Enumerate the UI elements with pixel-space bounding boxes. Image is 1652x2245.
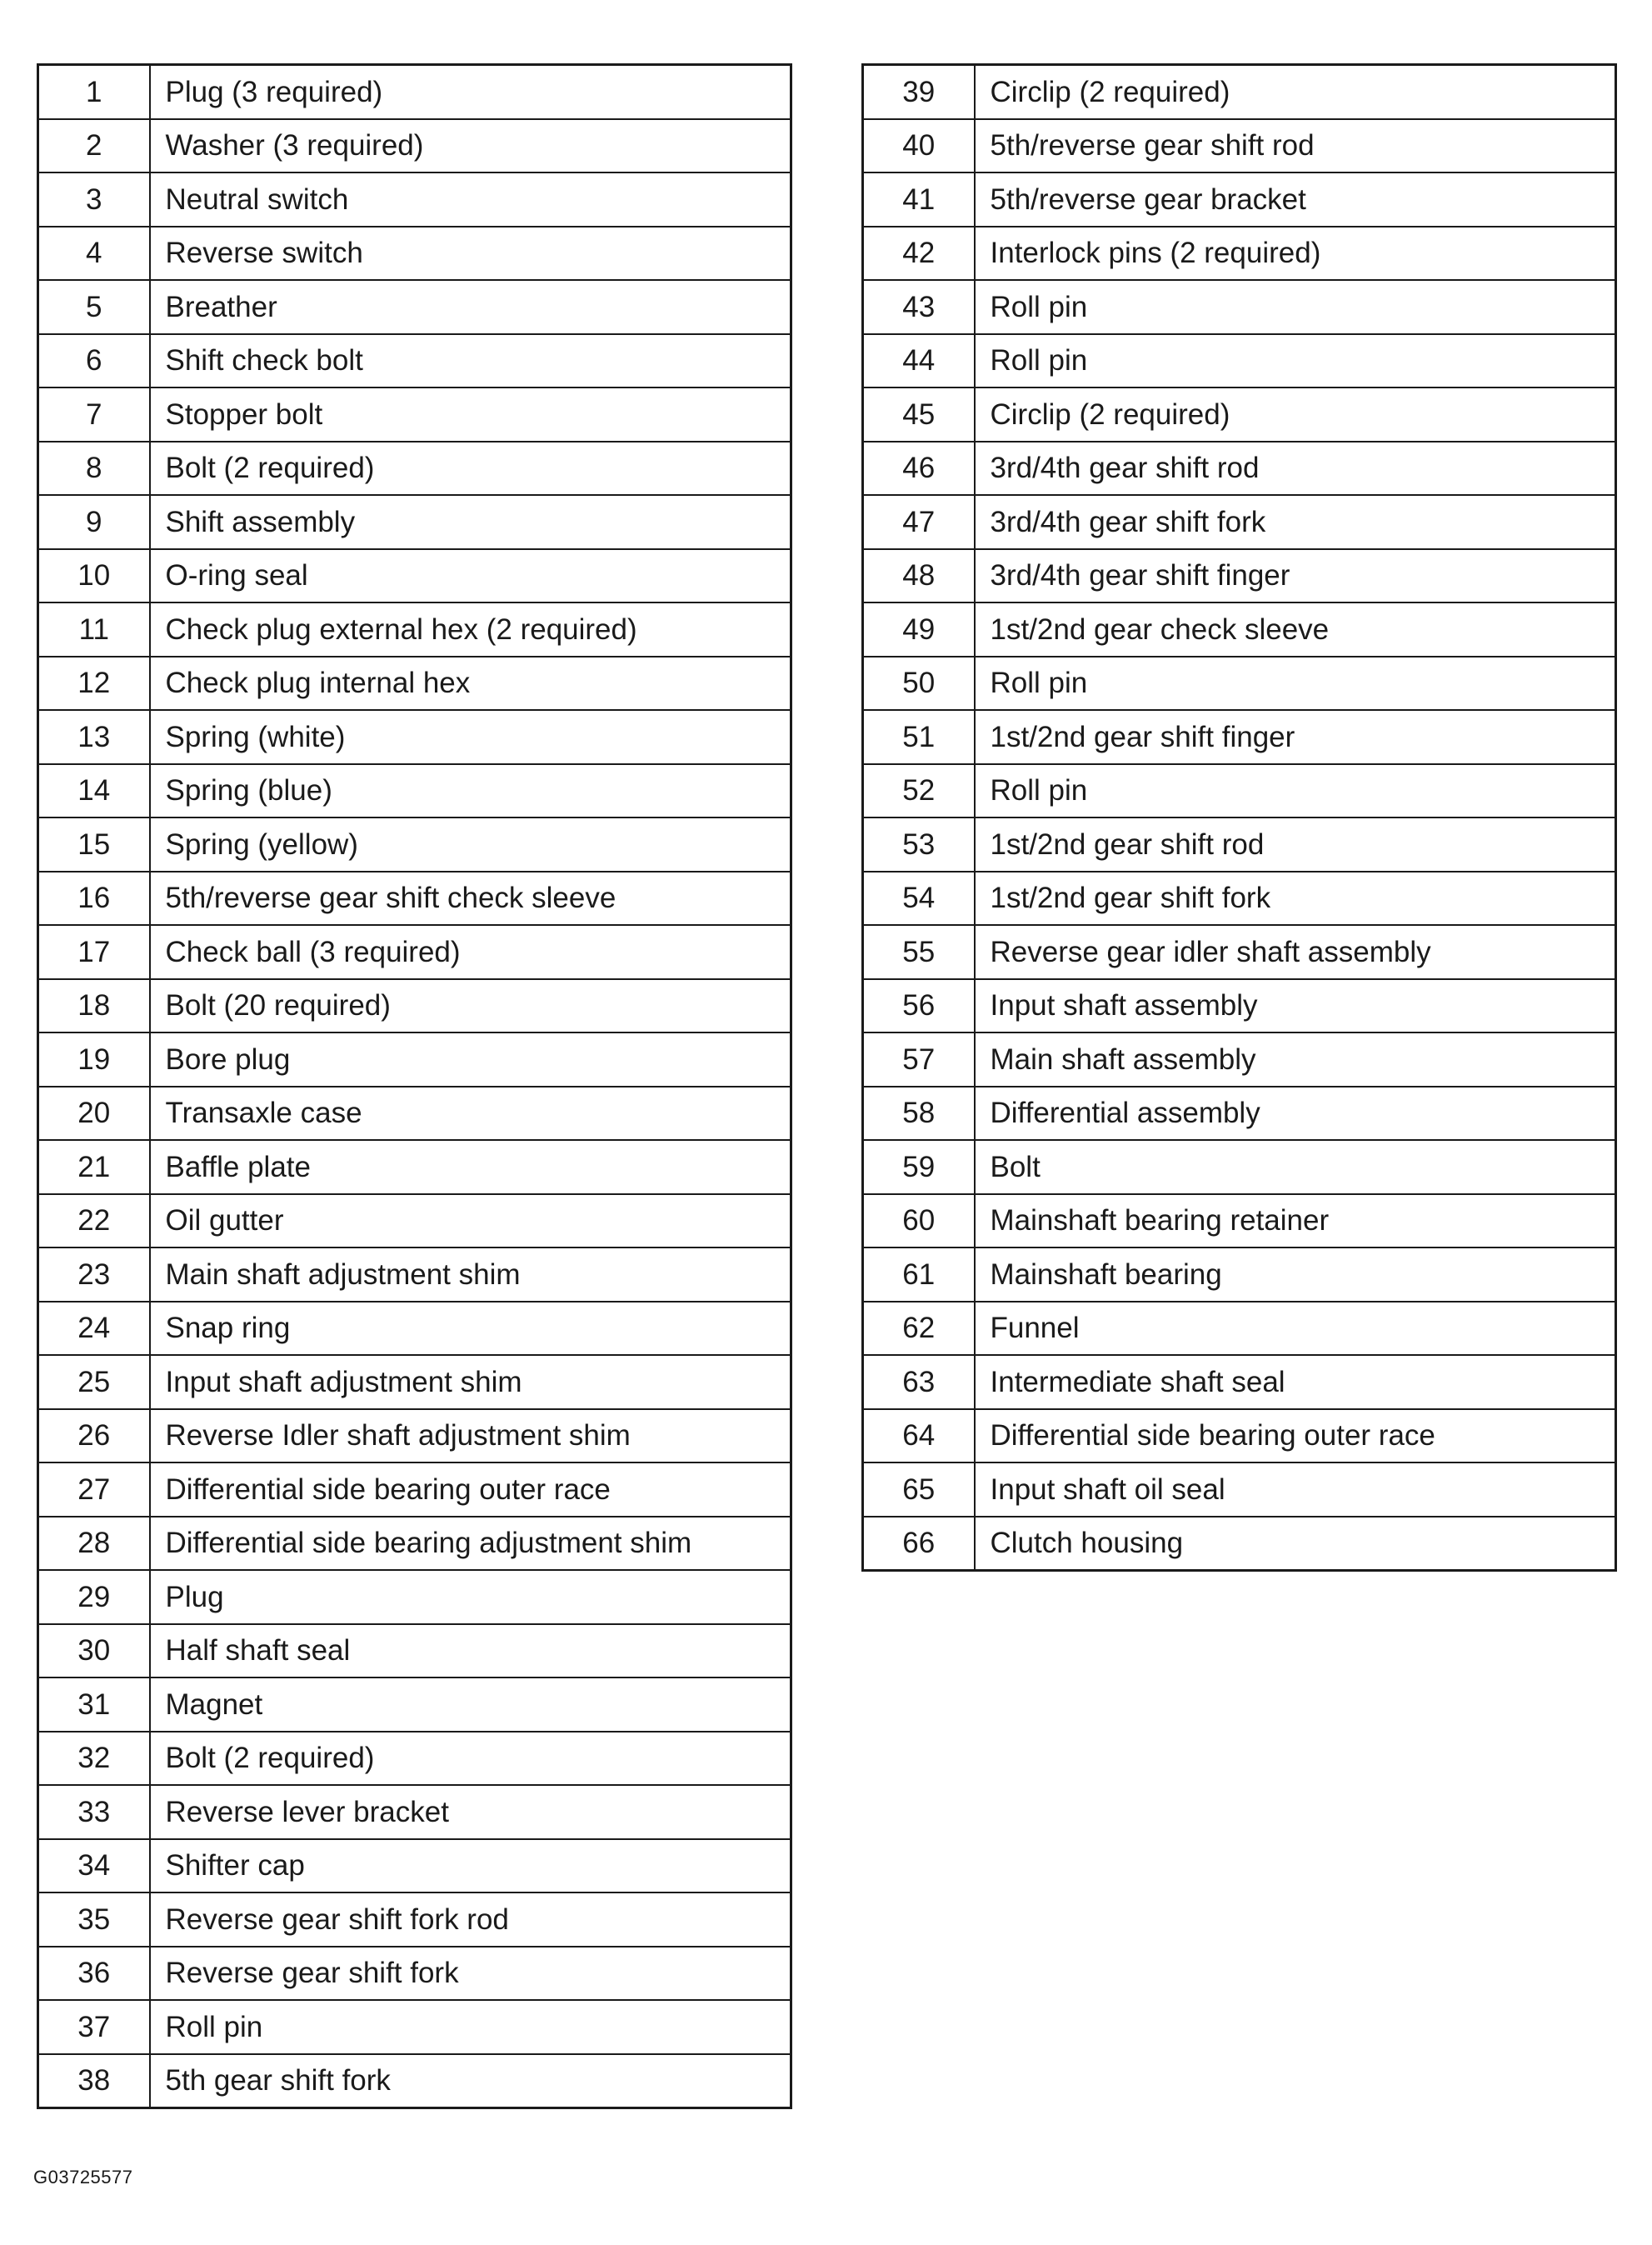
part-description: Mainshaft bearing retainer <box>975 1194 1616 1248</box>
part-description: Reverse gear shift fork rod <box>150 1892 791 1947</box>
part-description: Bolt (2 required) <box>150 442 791 496</box>
table-row <box>863 549 1616 603</box>
part-number: 20 <box>38 1087 150 1141</box>
part-description: Check ball (3 required) <box>150 925 791 979</box>
part-description: Differential side bearing adjustment shim <box>150 1517 791 1571</box>
table-row <box>863 119 1616 173</box>
table-row <box>863 657 1616 711</box>
table-row <box>863 1355 1616 1409</box>
part-number: 60 <box>863 1194 975 1248</box>
table-row <box>863 388 1616 442</box>
part-number: 14 <box>38 764 150 818</box>
table-row <box>863 925 1616 979</box>
part-number: 65 <box>863 1462 975 1517</box>
table-row <box>38 1462 791 1517</box>
table-row <box>38 119 791 173</box>
table-row <box>38 602 791 657</box>
part-number: 7 <box>38 388 150 442</box>
part-number: 54 <box>863 872 975 926</box>
part-description: Main shaft assembly <box>975 1032 1616 1087</box>
table-row <box>38 1087 791 1141</box>
part-description: Intermediate shaft seal <box>975 1355 1616 1409</box>
part-description: Clutch housing <box>975 1517 1616 1571</box>
part-number: 63 <box>863 1355 975 1409</box>
table-row <box>38 334 791 388</box>
part-description: 1st/2nd gear shift rod <box>975 818 1616 872</box>
part-description: Oil gutter <box>150 1194 791 1248</box>
part-description: 5th/reverse gear shift rod <box>975 119 1616 173</box>
part-number: 38 <box>38 2054 150 2108</box>
part-number: 42 <box>863 227 975 281</box>
part-description: 5th gear shift fork <box>150 2054 791 2108</box>
part-description: Circlip (2 required) <box>975 388 1616 442</box>
part-description: 5th/reverse gear bracket <box>975 172 1616 227</box>
table-row <box>863 1087 1616 1141</box>
table-row <box>863 495 1616 549</box>
table-row <box>863 334 1616 388</box>
table-row <box>863 764 1616 818</box>
part-number: 13 <box>38 710 150 764</box>
part-number: 48 <box>863 549 975 603</box>
part-description: Roll pin <box>150 2000 791 2054</box>
table-row <box>863 1409 1616 1463</box>
part-number: 29 <box>38 1570 150 1624</box>
part-number: 57 <box>863 1032 975 1087</box>
part-description: 5th/reverse gear shift check sleeve <box>150 872 791 926</box>
part-number: 50 <box>863 657 975 711</box>
table-row <box>38 227 791 281</box>
table-row <box>38 1302 791 1356</box>
part-number: 53 <box>863 818 975 872</box>
table-row <box>863 979 1616 1033</box>
part-description: Reverse gear idler shaft assembly <box>975 925 1616 979</box>
table-row <box>38 495 791 549</box>
table-row <box>38 818 791 872</box>
part-description: Reverse gear shift fork <box>150 1947 791 2001</box>
part-number: 35 <box>38 1892 150 1947</box>
part-description: Spring (yellow) <box>150 818 791 872</box>
part-description: Funnel <box>975 1302 1616 1356</box>
table-row <box>38 549 791 603</box>
part-description: Bore plug <box>150 1032 791 1087</box>
part-number: 5 <box>38 280 150 334</box>
part-number: 19 <box>38 1032 150 1087</box>
part-number: 51 <box>863 710 975 764</box>
part-number: 24 <box>38 1302 150 1356</box>
table-row <box>38 280 791 334</box>
part-description: Plug <box>150 1570 791 1624</box>
part-description: Washer (3 required) <box>150 119 791 173</box>
parts-table-left-body <box>38 65 791 2108</box>
table-row <box>38 1732 791 1786</box>
table-row <box>38 1839 791 1893</box>
table-row <box>38 1248 791 1302</box>
part-description: 1st/2nd gear check sleeve <box>975 602 1616 657</box>
table-row <box>38 764 791 818</box>
part-number: 25 <box>38 1355 150 1409</box>
part-number: 6 <box>38 334 150 388</box>
table-row <box>863 227 1616 281</box>
table-row <box>863 1517 1616 1571</box>
table-row <box>863 280 1616 334</box>
part-number: 64 <box>863 1409 975 1463</box>
part-number: 4 <box>38 227 150 281</box>
table-row <box>863 442 1616 496</box>
part-description: Mainshaft bearing <box>975 1248 1616 1302</box>
part-description: Roll pin <box>975 764 1616 818</box>
table-row <box>38 65 791 119</box>
table-row <box>863 1462 1616 1517</box>
part-number: 44 <box>863 334 975 388</box>
part-number: 22 <box>38 1194 150 1248</box>
part-description: Reverse switch <box>150 227 791 281</box>
part-number: 30 <box>38 1624 150 1678</box>
parts-table-right <box>861 63 1617 1572</box>
part-description: Baffle plate <box>150 1140 791 1194</box>
part-number: 2 <box>38 119 150 173</box>
part-description: Shift assembly <box>150 495 791 549</box>
part-number: 21 <box>38 1140 150 1194</box>
part-description: Differential assembly <box>975 1087 1616 1141</box>
part-description: Breather <box>150 280 791 334</box>
part-description: Stopper bolt <box>150 388 791 442</box>
part-number: 8 <box>38 442 150 496</box>
part-number: 23 <box>38 1248 150 1302</box>
part-description: Bolt (2 required) <box>150 1732 791 1786</box>
part-description: Input shaft assembly <box>975 979 1616 1033</box>
table-row <box>38 172 791 227</box>
table-row <box>863 1248 1616 1302</box>
part-description: Spring (white) <box>150 710 791 764</box>
part-description: Spring (blue) <box>150 764 791 818</box>
table-row <box>863 1140 1616 1194</box>
part-number: 47 <box>863 495 975 549</box>
part-description: 3rd/4th gear shift fork <box>975 495 1616 549</box>
part-number: 17 <box>38 925 150 979</box>
part-description: Interlock pins (2 required) <box>975 227 1616 281</box>
part-description: Reverse lever bracket <box>150 1785 791 1839</box>
table-row <box>38 1624 791 1678</box>
table-row <box>38 979 791 1033</box>
part-number: 18 <box>38 979 150 1033</box>
part-description: O-ring seal <box>150 549 791 603</box>
part-number: 52 <box>863 764 975 818</box>
part-description: Magnet <box>150 1678 791 1732</box>
part-description: Differential side bearing outer race <box>975 1409 1616 1463</box>
part-description: Check plug external hex (2 required) <box>150 602 791 657</box>
part-description: Input shaft adjustment shim <box>150 1355 791 1409</box>
part-number: 28 <box>38 1517 150 1571</box>
table-row <box>38 1570 791 1624</box>
part-description: Bolt <box>975 1140 1616 1194</box>
table-row <box>863 1194 1616 1248</box>
part-description: Roll pin <box>975 280 1616 334</box>
table-row <box>38 442 791 496</box>
table-row <box>38 1892 791 1947</box>
part-number: 39 <box>863 65 975 119</box>
part-number: 59 <box>863 1140 975 1194</box>
part-number: 46 <box>863 442 975 496</box>
table-row <box>863 818 1616 872</box>
part-description: Shift check bolt <box>150 334 791 388</box>
part-number: 33 <box>38 1785 150 1839</box>
part-number: 15 <box>38 818 150 872</box>
part-description: Main shaft adjustment shim <box>150 1248 791 1302</box>
part-number: 62 <box>863 1302 975 1356</box>
part-description: Half shaft seal <box>150 1624 791 1678</box>
part-description: Check plug internal hex <box>150 657 791 711</box>
part-number: 34 <box>38 1839 150 1893</box>
part-description: Roll pin <box>975 334 1616 388</box>
table-row <box>38 710 791 764</box>
part-number: 16 <box>38 872 150 926</box>
part-number: 58 <box>863 1087 975 1141</box>
part-number: 43 <box>863 280 975 334</box>
part-description: Snap ring <box>150 1302 791 1356</box>
part-number: 37 <box>38 2000 150 2054</box>
table-row <box>38 1032 791 1087</box>
table-row <box>38 657 791 711</box>
table-row <box>38 1355 791 1409</box>
part-number: 61 <box>863 1248 975 1302</box>
part-number: 10 <box>38 549 150 603</box>
part-description: 3rd/4th gear shift finger <box>975 549 1616 603</box>
part-description: Circlip (2 required) <box>975 65 1616 119</box>
part-number: 9 <box>38 495 150 549</box>
table-row <box>863 710 1616 764</box>
part-number: 66 <box>863 1517 975 1571</box>
table-row <box>863 602 1616 657</box>
table-row <box>38 1517 791 1571</box>
table-row <box>863 1302 1616 1356</box>
parts-table-left <box>37 63 792 2109</box>
part-description: 3rd/4th gear shift rod <box>975 442 1616 496</box>
part-number: 45 <box>863 388 975 442</box>
table-row <box>38 925 791 979</box>
part-number: 11 <box>38 602 150 657</box>
table-row <box>38 388 791 442</box>
part-description: Shifter cap <box>150 1839 791 1893</box>
table-row <box>38 1785 791 1839</box>
part-number: 49 <box>863 602 975 657</box>
part-number: 40 <box>863 119 975 173</box>
part-number: 1 <box>38 65 150 119</box>
part-description: Roll pin <box>975 657 1616 711</box>
part-number: 56 <box>863 979 975 1033</box>
part-description: Bolt (20 required) <box>150 979 791 1033</box>
table-row <box>38 1947 791 2001</box>
part-number: 55 <box>863 925 975 979</box>
part-description: 1st/2nd gear shift fork <box>975 872 1616 926</box>
figure-id: G03725577 <box>33 2167 133 2188</box>
table-row <box>863 172 1616 227</box>
part-description: Plug (3 required) <box>150 65 791 119</box>
part-description: Input shaft oil seal <box>975 1462 1616 1517</box>
part-number: 12 <box>38 657 150 711</box>
table-row <box>38 1140 791 1194</box>
part-number: 3 <box>38 172 150 227</box>
part-description: Differential side bearing outer race <box>150 1462 791 1517</box>
part-description: Reverse Idler shaft adjustment shim <box>150 1409 791 1463</box>
part-description: 1st/2nd gear shift finger <box>975 710 1616 764</box>
part-number: 41 <box>863 172 975 227</box>
table-row <box>38 2054 791 2108</box>
table-row <box>863 872 1616 926</box>
table-row <box>38 872 791 926</box>
table-row <box>38 1194 791 1248</box>
part-description: Neutral switch <box>150 172 791 227</box>
part-number: 26 <box>38 1409 150 1463</box>
table-row <box>38 1409 791 1463</box>
part-number: 27 <box>38 1462 150 1517</box>
table-row <box>863 65 1616 119</box>
part-description: Transaxle case <box>150 1087 791 1141</box>
parts-table-right-body <box>863 65 1616 1571</box>
table-row <box>38 2000 791 2054</box>
part-number: 31 <box>38 1678 150 1732</box>
table-row <box>863 1032 1616 1087</box>
table-row <box>38 1678 791 1732</box>
part-number: 32 <box>38 1732 150 1786</box>
part-number: 36 <box>38 1947 150 2001</box>
